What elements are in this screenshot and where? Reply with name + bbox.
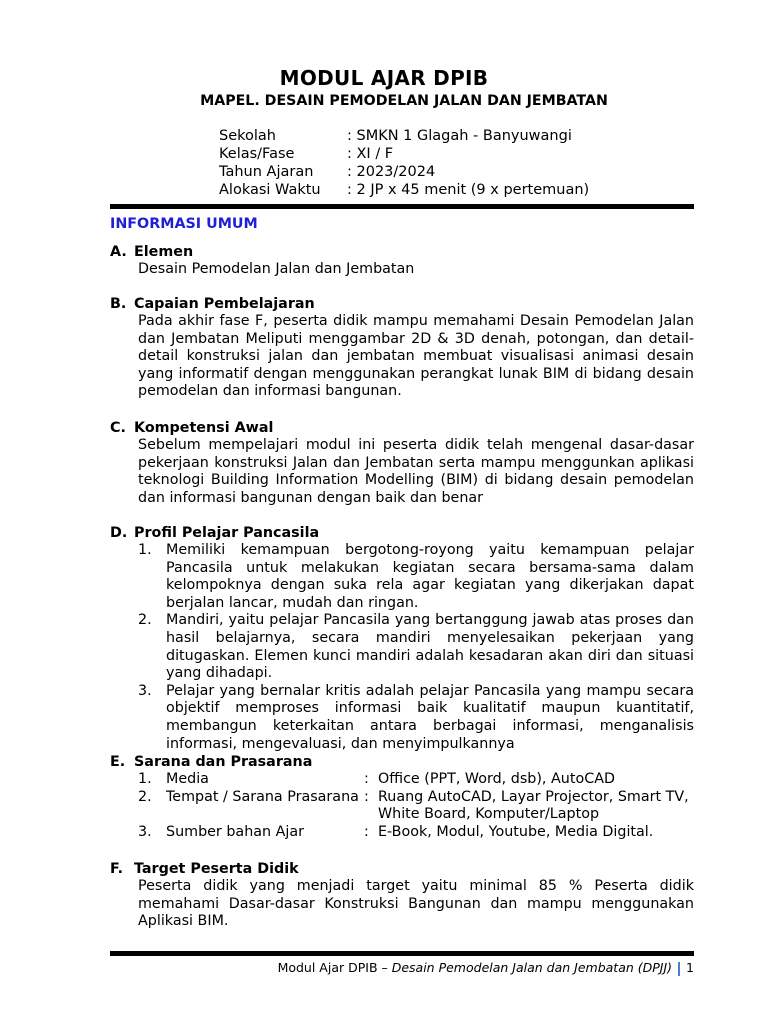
footer-subject: Desain Pemodelan Jalan dan Jembatan (DPJJ)	[391, 960, 673, 975]
meta-key: Sekolah	[219, 128, 276, 144]
sarana-colon: :	[364, 788, 369, 805]
section-letter: D.	[110, 525, 128, 541]
header-divider	[110, 204, 694, 209]
page-number: 1	[686, 960, 694, 975]
section-letter: A.	[110, 244, 127, 260]
section-heading	[110, 243, 694, 261]
section-letter: B.	[110, 296, 127, 312]
section-title: Kompetensi Awal	[134, 420, 274, 436]
section-heading	[110, 860, 694, 878]
section-heading	[110, 524, 694, 542]
list-text: Mandiri, yaitu pelajar Pancasila yang bertanggung jawab atas proses dan hasil belajarnya, secara mandiri menyelesaikan pekerjaan yang ditugaskan. Elemen kunci mandiri adalah kesadaran akan diri dan situasi yang dihadapi.	[166, 612, 694, 682]
list-text: Pelajar yang bernalar kritis adalah pelajar Pancasila yang mampu secara objektif memproses informasi baik kualitatif maupun kuantitatif, membangun keterkaitan antara berbagai informasi, menganalisis informasi, mengevaluasi, dan menyimpulkannya	[166, 682, 694, 752]
section-text: Desain Pemodelan Jalan dan Jembatan	[138, 261, 415, 277]
sarana-value: Ruang AutoCAD, Layar Projector, Smart TV, White Board, Komputer/Laptop	[378, 788, 689, 823]
numbered-list	[110, 542, 694, 753]
section-target	[110, 860, 694, 931]
sarana-colon: :	[364, 771, 369, 787]
footer-prefix: Modul Ajar DPIB –	[277, 960, 392, 975]
section-title: Target Peserta Didik	[134, 861, 299, 877]
section-letter: C.	[110, 420, 126, 436]
footer-divider	[110, 951, 694, 956]
section-kompetensi	[110, 419, 694, 507]
section-body	[110, 261, 694, 279]
page-footer	[110, 959, 694, 977]
sarana-label: Tempat / Sarana Prasarana	[166, 788, 359, 805]
meta-row-class	[219, 145, 589, 163]
footer-separator	[678, 962, 680, 976]
sarana-label: Media	[166, 771, 209, 787]
document-subtitle: MAPEL. DESAIN PEMODELAN JALAN DAN JEMBATAN	[200, 93, 608, 109]
section-body	[110, 313, 694, 401]
section-sarana	[110, 753, 694, 841]
meta-key: Kelas/Fase	[219, 146, 295, 162]
section-title: Capaian Pembelajaran	[134, 296, 315, 312]
list-number: 1.	[138, 771, 152, 787]
section-heading	[110, 419, 694, 437]
section-body	[110, 437, 694, 507]
meta-value: : 2023/2024	[347, 164, 436, 180]
list-text: Memiliki kemampuan bergotong-royong yaitu kemampuan pelajar Pancasila untuk melakukan kegiatan secara bersama-sama dalam kelompoknya dengan suka rela agar kegiatan yang dikerjakan dapat berjalan lancar, mudah dan ringan.	[166, 542, 694, 611]
section-text: Peserta didik yang menjadi target yaitu minimal 85 % Peserta didik memahami Dasar-dasar Konstruksi Bangunan dan mampu menggunakan Aplikasi BIM.	[138, 878, 694, 930]
sarana-colon: :	[364, 823, 369, 840]
meta-key: Tahun Ajaran	[219, 164, 314, 180]
sarana-row	[138, 824, 694, 842]
meta-row-year	[219, 163, 589, 181]
section-title: Sarana dan Prasarana	[134, 754, 313, 770]
section-elemen	[110, 243, 694, 279]
list-number: 3.	[138, 823, 152, 840]
section-letter: E.	[110, 754, 126, 770]
document-title: MODUL AJAR DPIB	[279, 66, 489, 90]
list-number: 2.	[138, 788, 152, 805]
meta-value: : SMKN 1 Glagah - Banyuwangi	[347, 128, 572, 144]
section-letter: F.	[110, 861, 124, 877]
list-number: 2.	[138, 612, 152, 629]
section-title: Elemen	[134, 244, 194, 260]
section-heading	[110, 295, 694, 313]
list-item	[138, 612, 694, 682]
section-heading	[110, 753, 694, 771]
list-number: 1.	[138, 542, 152, 558]
meta-key: Alokasi Waktu	[219, 182, 321, 198]
list-number: 3.	[138, 682, 152, 699]
sarana-row	[138, 789, 694, 824]
section-body	[110, 878, 694, 931]
sarana-row	[138, 771, 694, 789]
list-item	[138, 683, 694, 753]
sarana-value: Office (PPT, Word, dsb), AutoCAD	[378, 771, 615, 787]
info-heading: INFORMASI UMUM	[110, 216, 258, 232]
section-title: Profil Pelajar Pancasila	[134, 525, 320, 541]
meta-value: : XI / F	[347, 146, 394, 162]
document-meta	[219, 127, 589, 199]
meta-value: : 2 JP x 45 menit (9 x pertemuan)	[347, 182, 590, 198]
meta-row-time	[219, 181, 589, 199]
section-profil	[110, 524, 694, 753]
sarana-label: Sumber bahan Ajar	[166, 823, 305, 840]
section-text: Sebelum mempelajari modul ini peserta didik telah mengenal dasar-dasar pekerjaan konstruksi Jalan dan Jembatan serta mampu menggunkan aplikasi teknologi Building Information Modelling (BIM) di bidang desain pemodelan dan informasi bangunan dengan baik dan benar	[138, 437, 694, 506]
list-item	[138, 542, 694, 612]
meta-row-school	[219, 127, 589, 145]
section-text: Pada akhir fase F, peserta didik mampu memahami Desain Pemodelan Jalan dan Jembatan Meliputi menggambar 2D & 3D denah, potongan, dan detail-detail konstruksi jalan dan jembatan membuat visualisasi animasi desain yang informatif dengan menggunakan perangkat lunak BIM di bidang desain pemodelan dan informasi bangunan.	[138, 313, 694, 400]
sarana-list	[110, 771, 694, 841]
sarana-value: E-Book, Modul, Youtube, Media Digital.	[378, 823, 654, 840]
section-capaian	[110, 295, 694, 401]
